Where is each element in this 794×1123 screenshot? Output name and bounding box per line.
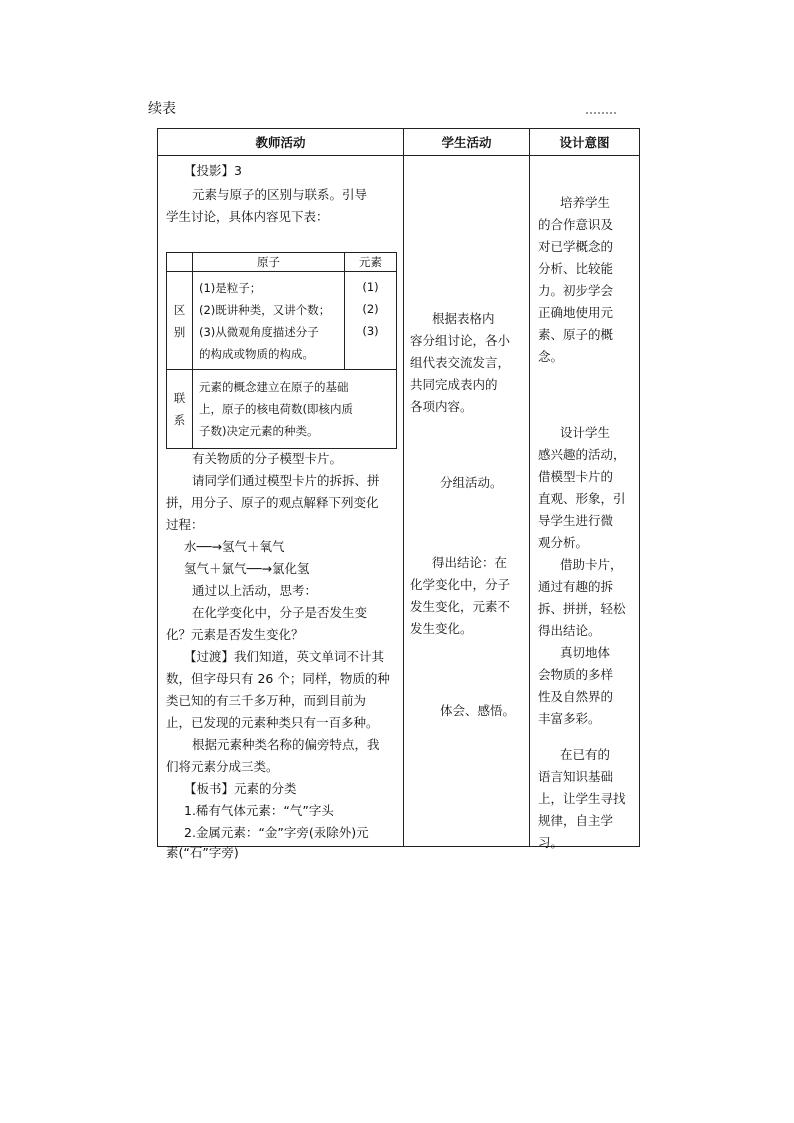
student-line: 各项内容。: [410, 399, 473, 414]
purpose-line: 对已学概念的: [538, 239, 614, 254]
purpose-line: 在已有的: [560, 747, 611, 762]
element-diff-line: (1): [362, 280, 379, 294]
purpose-line: 分析、比较能: [538, 261, 614, 276]
purpose-line: 得出结论。: [538, 623, 601, 638]
purpose-line: 借助卡片，: [560, 557, 623, 572]
header-teacher: 教师活动: [158, 129, 404, 156]
atom-diff-line: (3)从微观角度描述分子: [199, 324, 319, 339]
atom-diff-line: 的构成或物质的构成。: [199, 346, 314, 361]
element-difference: [345, 272, 397, 370]
student-line: 化学变化中，分子: [410, 577, 511, 592]
teacher-line: 元素与原子的区别与联系。引导: [192, 187, 368, 202]
link-line: 子数)决定元素的种类。: [199, 424, 319, 438]
purpose-line: 上，让学生寻找: [538, 791, 626, 806]
header-purpose: 设计意图: [530, 129, 640, 156]
student-line: 发生变化。: [410, 621, 473, 636]
teacher-line: 2.金属元素：“金”字旁(汞除外)元: [184, 825, 369, 840]
teacher-line: 拼，用分子、原子的观点解释下列变化: [166, 495, 379, 510]
purpose-line: 真切地体: [560, 645, 611, 660]
header-student: 学生活动: [404, 129, 530, 156]
atom-diff-line: (1)是粒子；: [199, 280, 262, 295]
label-char: 系: [173, 413, 186, 427]
element-diff-line: (2): [362, 302, 379, 316]
link-description: [193, 370, 397, 449]
label-char: 联: [173, 391, 186, 405]
lesson-table: [157, 128, 640, 860]
student-line: 根据表格内: [432, 311, 495, 326]
page-mark: [586, 112, 616, 119]
teacher-line: 数，但字母只有 26 个；同样，物质的种: [166, 671, 390, 686]
teacher-line: 止，已发现的元素种类只有一百多种。: [166, 715, 379, 730]
student-line: 得出结论：在: [432, 555, 508, 570]
student-cell: [404, 156, 530, 847]
row-label-difference: [167, 272, 193, 370]
content-row: [158, 156, 640, 847]
label-char: 区: [173, 302, 186, 317]
purpose-line: 语言知识基础: [538, 769, 614, 784]
purpose-line: 念。: [538, 349, 564, 364]
teacher-line: 化？元素是否发生变化？: [166, 627, 304, 642]
atom-diff-line: (2)既讲种类，又讲个数；: [199, 302, 331, 317]
row-label-link: [167, 370, 193, 449]
label-char: 别: [173, 324, 186, 339]
teacher-cell: [158, 156, 404, 860]
student-line: 组代表交流发言，: [410, 355, 511, 370]
link-line: 上，原子的核电荷数(即核内质: [199, 402, 353, 416]
purpose-line: 借模型卡片的: [538, 469, 614, 484]
inner-header-element: 元素: [345, 253, 397, 272]
purpose-line: 性及自然界的: [538, 689, 614, 704]
teacher-line: 学生讨论，具体内容见下表：: [166, 209, 329, 224]
purpose-line: 的合作意识及: [538, 217, 614, 232]
purpose-line: 习。: [538, 835, 564, 850]
reaction-equation: 氢气＋氯气──→氯化氢: [184, 561, 310, 576]
teacher-line: 过程：: [166, 517, 204, 532]
teacher-line: 根据元素种类名称的偏旁特点，我: [192, 737, 380, 752]
teacher-line: 们将元素分成三类。: [166, 759, 279, 774]
student-line: 分组活动。: [440, 475, 503, 490]
link-line: 元素的概念建立在原子的基础: [199, 380, 349, 394]
teacher-line: 在化学变化中，分子是否发生变: [192, 605, 368, 620]
student-line: 发生变化，元素不: [410, 599, 511, 614]
purpose-line: 力。初步学会: [538, 283, 614, 298]
teacher-line: 请同学们通过模型卡片的拆拆、拼: [192, 473, 380, 488]
teacher-line: 1.稀有气体元素：“气”字头: [184, 803, 334, 818]
purpose-line: 培养学生: [560, 195, 611, 210]
table-caption: 续表: [148, 101, 176, 117]
student-line: 容分组讨论，各小: [410, 333, 511, 348]
inner-header-atom: 原子: [193, 253, 345, 272]
teacher-line: 素(“石”字旁): [166, 845, 239, 860]
teacher-line: 类已知的有三千多万种，而到目前为: [166, 693, 367, 708]
teacher-line: 通过以上活动，思考：: [192, 583, 318, 598]
purpose-line: 观分析。: [538, 535, 589, 550]
element-diff-line: (3): [362, 324, 379, 338]
reaction-equation: 水──→氢气＋氧气: [184, 539, 285, 554]
teacher-line: 【投影】3: [184, 163, 242, 178]
teacher-line: 【过渡】我们知道，英文单词不计其: [184, 649, 385, 664]
teacher-line: 有关物质的分子模型卡片。: [192, 451, 343, 466]
purpose-line: 拆、拼拼，轻松: [538, 601, 626, 616]
header-row: [158, 129, 640, 156]
atom-element-table: [166, 252, 397, 449]
purpose-line: 感兴趣的活动，: [538, 447, 626, 462]
purpose-line: 通过有趣的拆: [538, 579, 614, 594]
purpose-line: 会物质的多样: [538, 667, 614, 682]
inner-corner: [167, 253, 193, 272]
purpose-line: 正确地使用元: [538, 305, 614, 320]
atom-difference: [193, 272, 345, 370]
student-line: 体会、感悟。: [440, 703, 516, 718]
purpose-line: 素、原子的概: [538, 327, 614, 342]
purpose-line: 设计学生: [560, 425, 611, 440]
purpose-line: 规律，自主学: [538, 813, 614, 828]
teacher-line: 【板书】元素的分类: [184, 781, 297, 796]
purpose-line: 丰富多彩。: [538, 711, 601, 726]
student-line: 共同完成表内的: [410, 377, 498, 392]
purpose-line: 导学生进行微: [538, 513, 614, 528]
purpose-cell: [530, 156, 640, 850]
purpose-line: 直观、形象，引: [538, 491, 626, 506]
